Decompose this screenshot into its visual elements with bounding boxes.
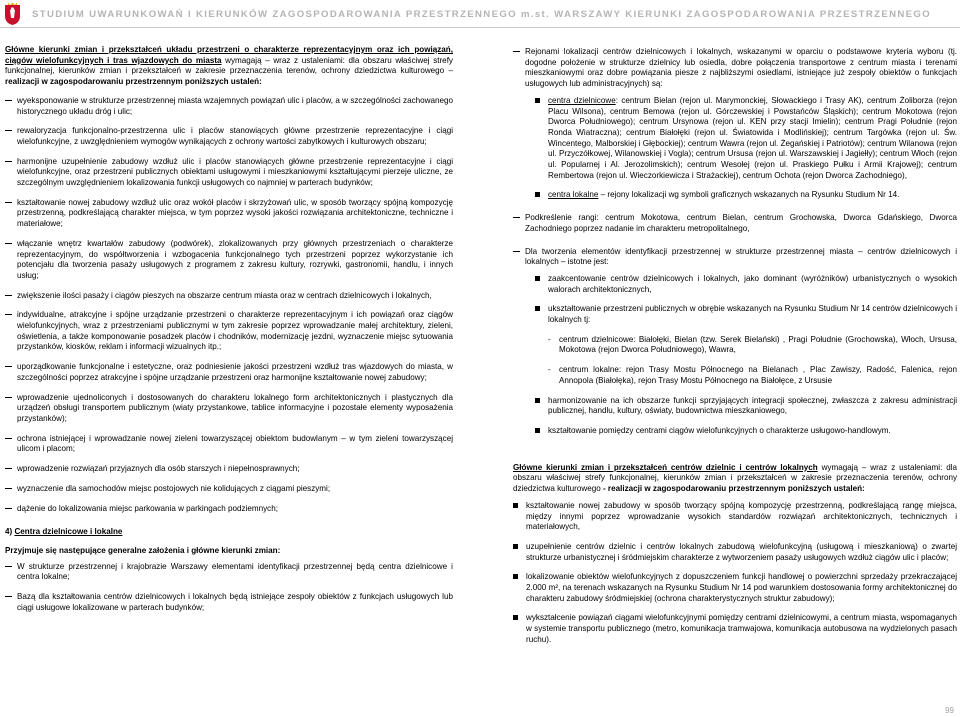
section-title: Centra dzielnicowe i lokalne [14, 527, 123, 537]
list-item: wyznaczenie dla samochodów miejsc postojowych nie kolidujących z ciągami pieszymi; [5, 484, 453, 495]
section-heading [5, 527, 453, 538]
intro-text: wymagają – wraz z ustaleniami: dla obszaru właściwej strefy funkcjonalnej, kierunków zmian i przekształceń w zakresie przeznaczenia terenów, ochrony dziedzictwa kulturowego – [5, 55, 453, 76]
list-item: uzupełnienie centrów dzielnic i centrów lokalnych zabudową wielofunkcyjną (usługową i mieszkaniową) o zwartej strukturze urbanistycznej i śródmiejskim charakterze z wytworzeniem pasaży usługowych wzdłuż ciągów ulic i placów; [513, 542, 957, 563]
list-item: kształtowanie nowej zabudowy w sposób tworzący spójną kompozycję przestrzenną, podkreślającą rangę miejsca, między innymi poprzez wprowadzanie wysokich standardów rozwiązań architektonicznych, technicznych i materiałowych, [513, 501, 957, 533]
centra-lokalne-label: centra lokalne [548, 190, 599, 200]
header-divider [0, 27, 960, 28]
list-item: W strukturze przestrzennej i krajobrazie Warszawy elementami identyfikacji przestrzennej będą centra dzielnicowe i centra lokalne; [5, 562, 453, 583]
list-item [535, 96, 957, 182]
list-item: zaakcentowanie centrów dzielnicowych i lokalnych, jako dominant (wyróżników) urbanistycznych o wysokich walorach architektonicznych, [535, 274, 957, 295]
list-item: - centrum lokalne: rejon Trasy Mostu Północnego na Bielanach , Plac Zawiszy, Radość, Falenica, rejon Annopola (Białołęka), rejon Trasy Mostu Północnego na Białołęce, z Ursusie [546, 365, 957, 386]
list-item: włączanie wnętrz kwartałów zabudowy (podwórek), zlokalizowanych przy głównych przestrzeniach o charakterze reprezentacyjnym, do współtworzenia i wzbogacenia funkcjonalnego tych przestrzeni poprzez wykorzystanie ich potencjału dla tworzenia pasaży usługowych z programem z zakresu kultury, rozrywki, gastronomii, handlu, i innych usług; [5, 239, 453, 282]
list-item: zwiększenie ilości pasaży i ciągów pieszych na obszarze centrum miasta oraz w centrach dzielnicowych i lokalnych, [5, 291, 453, 302]
list-item: wyeksponowanie w strukturze przestrzennej miasta wzajemnych powiązań ulic i placów, a w szczególności zachowanego historycznego układu dróg i ulic; [5, 96, 453, 117]
list-item: rewaloryzacja funkcjonalno-przestrzenna ulic i placów stanowiących główne przestrzenie reprezentacyjne i ciągi wielofunkcyjne, z uwzględnieniem wymogów wynikających z ochrony wartości zabytkowych i kulturowych obszaru; [5, 126, 453, 147]
warsaw-crest-icon [4, 2, 21, 26]
list-item: - centrum dzielnicowe: Białołęki, Bielan (tzw. Serek Bielański) , Pragi Południe (Grochowska), Włoch, Ursusa, Mokotowa (rejon Dworca Południowego), Wawra, [546, 335, 957, 356]
right-column [513, 47, 957, 646]
section-intro: Przyjmuje się następujące generalne założenia i główne kierunki zmian: [5, 545, 281, 555]
page-number: 99 [945, 706, 954, 715]
list-item [535, 190, 957, 201]
centra-dzielnicowe-text: : centrum Bielan (rejon ul. Marymonckiej, Słowackiego i Trasy AK), centrum Żoliborza (rejon Placu Wilsona), centrum Bemowa (rejon ul. Górczewskiej i Powstańców Śląskich); centrum Mokotowa (rejon Dworca Południowego); centrum Ursynowa (rejon ul. KEN przy stacji Imielin); centrum Pragi Południe (rejon Ronda Wiatraczna); centrum Białołęki (rejon ul. Światowida i Modlińskiej); centrum Targówka (rejon ul. Św. Wincentego, Malborskiej i Głębockiej); centrum Wawra (rejon ul. Żegańskiej i Patriotów); centrum Wilanowa (rejon ul. Przyczółkowej, Wilanowskiej i Vogla); centrum Ursusa (rejon ul. Warszawskiej i Jagiełły); centrum Włoch (rejon ul. Popularnej i Al. Jerozolimskich); centrum Wesołej (rejon ul. Praskiego Pułku i Armii Krajowej); centrum Rembertowa (rejon ul. Wieczorkiewicza i Strażackiej), centrum Ochota (rejon Dworca Zachodniego), [548, 95, 957, 180]
intro-paragraph [5, 45, 453, 88]
list-item: uporządkowanie funkcjonalne i estetyczne, oraz podniesienie jakości przestrzeni wzdłuż tras wjazdowych do miasta, w szczególności poprzez atrakcyjne i spójne urządzanie przestrzeni oraz harmonijne kształtowanie nowej zabudowy; [5, 362, 453, 383]
glowne-kierunki-heading: Główne kierunki zmian i przekształceń centrów dzielnic i centrów lokalnych [513, 462, 818, 472]
section-number: 4) [5, 527, 15, 537]
list-item: lokalizowanie obiektów wielofunkcyjnych z dopuszczeniem funkcji handlowej o powierzchni sprzedaży przekraczającej 2.000 m², na terenach wskazanych na Rysunku Studium Nr 14 pod warunkiem dostosowania formy architektonicznej do charakteru zabudowy śródmiejskiej (ochrona charakterystycznych struktur zabudowy); [513, 572, 957, 604]
right-bullet-list [513, 501, 957, 646]
left-tail-list [5, 562, 453, 614]
list-item: harmonijne uzupełnienie zabudowy wzdłuż ulic i placów stanowiących główne przestrzenie reprezentacyjne i ciągi wielofunkcyjne, oraz przestrzeni publicznych obiektami usługowymi i mieszkaniowymi kształtującymi pierzeje uliczne, ze szczególnym uwzględnieniem lokalizowania funkcji usługowych co najmniej w parterach budynków; [5, 157, 453, 189]
list-item: wprowadzenie ujednoliconych i dostosowanych do charakteru lokalnego form architektonicznych i plastycznych dla urządzeń obsługi transportem publicznym (wiaty przystankowe, tablice informacyjne i pozostałe elementy wyposażenia przystanków); [5, 393, 453, 425]
glowne-kierunki-text: wymagają – wraz z ustaleniami: dla obszaru właściwej strefy funkcjonalnej, kierunków zmian i przekształceń w zakresie przeznaczenia terenów, ochrony dziedzictwa kulturowego [513, 462, 958, 494]
intro-heading: Główne kierunki zmian i przekształceń układu przestrzeni o charakterze reprezentacyjnym oraz ich powiązań, ciągów wielofunkcyjnych i tras wjazdowych do miasta [5, 45, 453, 65]
list-item: wprowadzenie rozwiązań przyjaznych dla osób starszych i niepełnosprawnych; [5, 464, 453, 475]
list-item: Bazą dla kształtowania centrów dzielnicowych i lokalnych będą istniejące zespoły obiektów z funkcjach usługowych lub ciągi usługowe lokalizowane w parterach budynków; [5, 592, 453, 613]
header-title: STUDIUM UWARUNKOWAŃ I KIERUNKÓW ZAGOSPODAROWANIA PRZESTRZENNEGO m.st. WARSZAWY KIERUNKI ZAGOSPODAROWANIA PRZESTRZENNEGO [32, 9, 932, 20]
list-item: Podkreślenie rangi: centrum Mokotowa, centrum Bielan, centrum Grochowska, Dworca Gdańskiego, Dworca Zachodniego poprzez nadanie im charakteru metropolitalnego, [513, 213, 957, 234]
centra-dzielnicowe-label: centra dzielnicowe [548, 95, 616, 105]
left-bullet-list [5, 96, 453, 514]
list-item: Rejonami lokalizacji centrów dzielnicowych i lokalnych, wskazanymi w oparciu o podstawowe kryteria wyboru (tj. dogodne położenie w strukturze dzielnicy lub osiedla, dobre połączenia transportowe z centrum miasta i terenami mieszkaniowymi oraz dobre powiązania piesze z najbliższymi osiedlami, istniejące już zespoły obiektów o funkcjach usługowych lub administracyjnych) są: [513, 47, 957, 90]
centra-lokalne-text: – rejony lokalizacji wg symboli graficznych wskazanych na Rysunku Studium Nr 14. [598, 190, 900, 200]
left-column [5, 45, 453, 613]
list-item: Dla tworzenia elementów identyfikacji przestrzennej w strukturze przestrzennej miasta – centrów dzielnicowych i lokalnych – istotne jest: [513, 247, 957, 268]
glowne-kierunki-text-bold: - realizacji w zagospodarowaniu przestrzennym poniższych ustaleń: [602, 484, 865, 494]
list-item: kształtowanie pomiędzy centrami ciągów wielofunkcyjnych o charakterze usługowo-handlowym. [535, 426, 957, 437]
list-item: ukształtowanie przestrzeni publicznych w obrębie wskazanych na Rysunku Studium Nr 14 centrów dzielnicowych i lokalnych tj: [535, 304, 957, 325]
list-item: ochrona istniejącej i wprowadzanie nowej zieleni towarzyszącej obiektom budowlanym – w tym zieleni towarzyszącej ulicom i placom; [5, 434, 453, 455]
intro-text-bold: realizacji w zagospodarowaniu przestrzennym poniższych ustaleń: [5, 77, 262, 87]
list-item: indywidualne, atrakcyjne i spójne urządzanie przestrzeni o charakterze reprezentacyjnym i ich powiązań oraz ciągów wielofunkcyjnych, wraz z przestrzeniami publicznymi w tym zakresie poprzez wprowadzanie małej architektury, zieleni, oświetlenia, a także komponowanie posadzek placów i chodników, modernizację jezdni, wyznaczenie miejsc sytuowania przystanków, kiosków, reklam i informacji wizualnych itp.; [5, 310, 453, 353]
page-header [0, 0, 960, 30]
glowne-kierunki-paragraph [513, 463, 957, 495]
list-item: dążenie do lokalizowania miejsc parkowania w parkingach podziemnych; [5, 504, 453, 515]
list-item: harmonizowanie na ich obszarze funkcji sprzyjających integracji społecznej, zwłaszcza z zakresu administracji publicznej, handlu, kultury, oświaty, budownictwa mieszkaniowego, [535, 396, 957, 417]
list-item: kształtowanie nowej zabudowy wzdłuż ulic oraz wokół placów i skrzyżowań ulic, w sposób tworzący spójną kompozycję przestrzenną, podkreślającą charakter miejsca, w tym poprzez wysoki jakości rozwiązania architektoniczne, techniczne i materiałowe; [5, 198, 453, 230]
list-item: wykształcenie powiązań ciągami wielofunkcyjnymi pomiędzy centrami dzielnicowymi, a centrum miasta, wspomaganych w systemie transportu publicznego (metro, komunikacja tramwajowa, komunikacja autobusowa na wydzielonych pasach ruchu). [513, 613, 957, 645]
